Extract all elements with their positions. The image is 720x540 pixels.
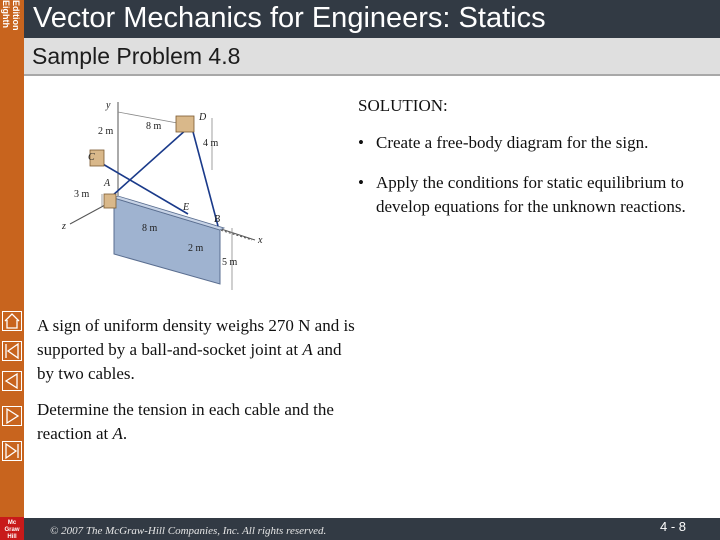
label-dim-8m-top: 8 m — [146, 121, 162, 132]
solution-heading: SOLUTION: — [358, 96, 448, 115]
first-slide-icon[interactable] — [2, 341, 22, 361]
edition-line1: Eighth — [1, 0, 11, 28]
subtitle-divider — [24, 74, 720, 76]
next-slide-icon[interactable] — [2, 406, 22, 426]
point-A-italic: A — [112, 424, 123, 443]
problem-task — [37, 398, 357, 446]
label-point-A: A — [104, 178, 111, 189]
label-point-B: B — [214, 214, 221, 225]
svg-text:Graw: Graw — [4, 527, 20, 533]
anchor-block-A — [104, 194, 116, 208]
edition-line2: Edition — [11, 0, 21, 31]
label-x: x — [258, 235, 263, 246]
page-number: 4 - 8 — [660, 519, 687, 534]
solution-bullet-text: Apply the conditions for static equilibrium to develop equations for the unknown reactions. — [376, 173, 686, 216]
label-z: z — [62, 221, 66, 232]
label-dim-4m: 4 m — [203, 138, 219, 149]
anchor-block-D — [176, 116, 194, 132]
problem-task-end: . — [122, 424, 128, 443]
label-y: y — [106, 100, 111, 111]
bullet-dot: • — [358, 133, 364, 152]
label-dim-2m-top: 2 m — [98, 126, 114, 137]
previous-slide-icon[interactable] — [2, 371, 22, 391]
svg-text:Mc: Mc — [7, 520, 17, 526]
problem-description-text: A sign of uniform density weighs 270 N and is supported by a ball-and-socket joint at — [37, 316, 355, 359]
label-dim-5m: 5 m — [222, 257, 238, 268]
copyright-text: © 2007 The McGraw-Hill Companies, Inc. All rights reserved. — [50, 525, 327, 537]
problem-description-end: and by two cables. — [37, 340, 342, 383]
x-axis-extension — [218, 228, 255, 240]
problem-description — [37, 314, 357, 386]
label-point-C: C — [88, 152, 95, 163]
bullet-dot: • — [358, 173, 364, 192]
page-subtitle: Sample Problem 4.8 — [32, 43, 241, 69]
point-A-italic: A — [302, 340, 313, 359]
svg-text:Hill: Hill — [7, 534, 17, 540]
solution-bullet — [358, 131, 698, 155]
label-dim-3m: 3 m — [74, 189, 90, 200]
label-dim-2m-bottom: 2 m — [188, 243, 204, 254]
solution-bullet — [358, 171, 698, 219]
edition-label — [0, 0, 24, 44]
label-dim-8m-side: 8 m — [142, 223, 158, 234]
page-title: Vector Mechanics for Engineers: Statics — [33, 2, 546, 34]
logo-icon — [0, 517, 24, 540]
home-icon[interactable] — [2, 311, 22, 331]
label-point-E: E — [183, 202, 190, 213]
last-slide-icon[interactable] — [2, 441, 22, 461]
problem-figure — [58, 96, 278, 296]
problem-task-text: Determine the tension in each cable and the reaction at — [37, 400, 334, 443]
cable-DA — [112, 128, 188, 196]
mcgraw-hill-logo — [0, 517, 24, 540]
label-point-D: D — [199, 112, 207, 123]
solution-bullet-text: Create a free-body diagram for the sign. — [376, 133, 649, 152]
